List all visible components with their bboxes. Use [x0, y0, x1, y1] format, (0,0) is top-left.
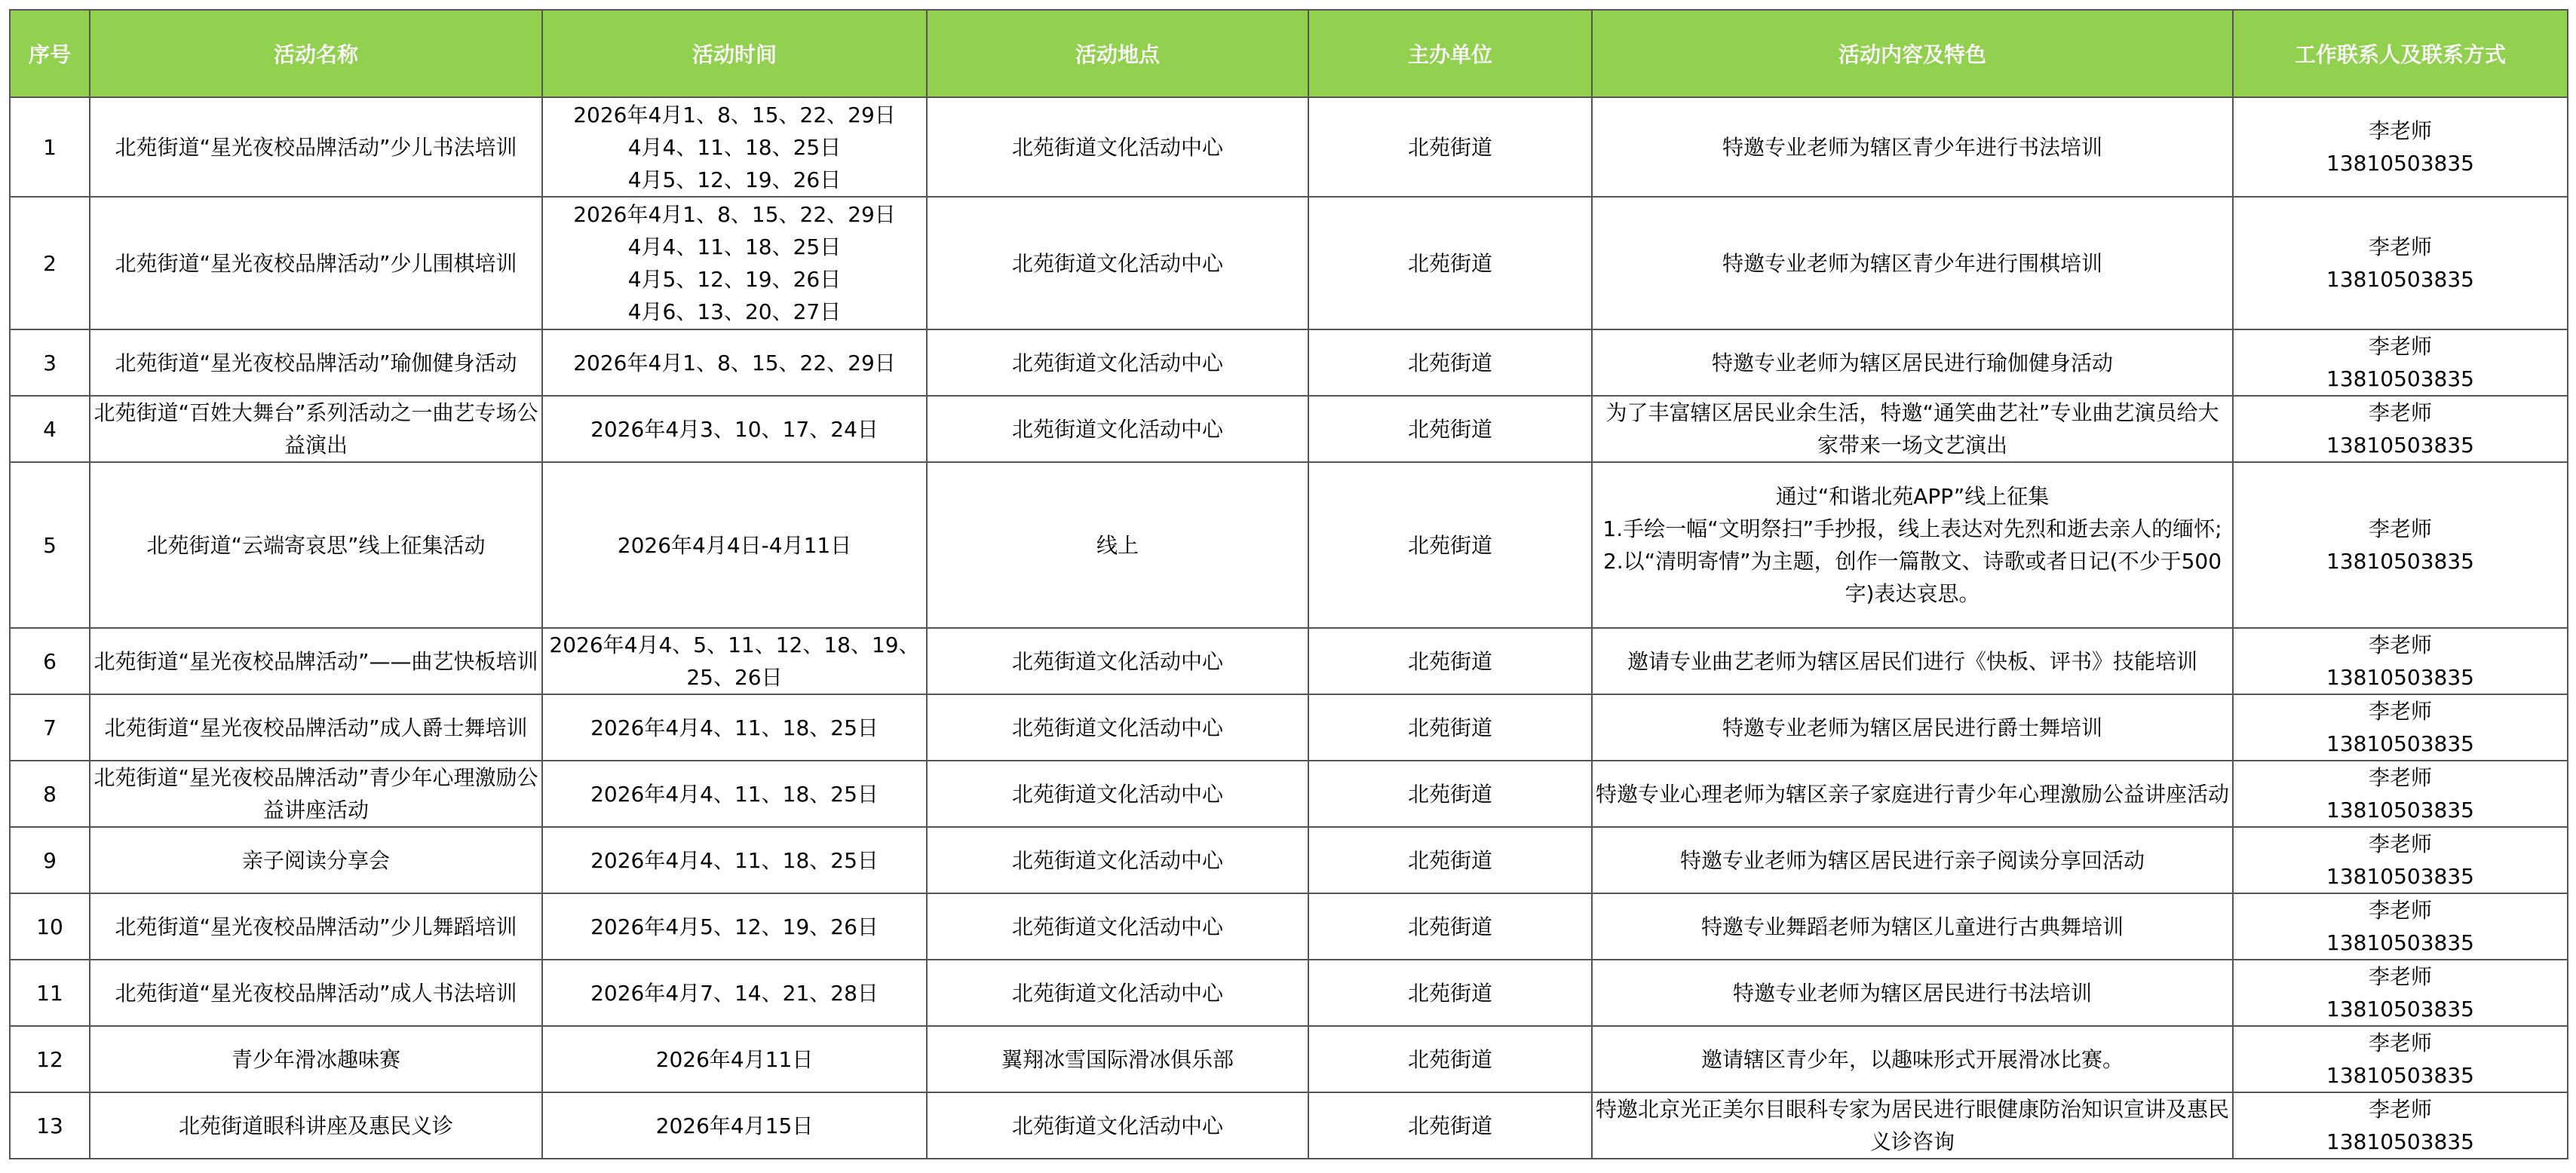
cell-time: [542, 761, 927, 827]
table-row: [10, 1092, 2568, 1159]
cell-content: [1592, 827, 2233, 893]
cell-contact-line: 李老师: [2368, 765, 2432, 790]
cell-location: 北苑街道文化活动中心: [927, 197, 1308, 329]
cell-time-line: 2026年4月1、8、15、22、29日: [573, 350, 896, 375]
cell-contact: [2233, 827, 2568, 893]
cell-content-line: 2.以“清明寄情”为主题，创作一篇散文、诗歌或者日记(不少于500字)表达哀思。: [1602, 549, 2222, 606]
cell-location: 北苑街道文化活动中心: [927, 396, 1308, 462]
cell-content-line: 邀请专业曲艺老师为辖区居民们进行《快板、评书》技能培训: [1627, 648, 2197, 674]
cell-time: [542, 827, 927, 893]
cell-time-line: 2026年4月7、14、21、28日: [590, 980, 879, 1006]
cell-contact: [2233, 197, 2568, 329]
cell-host: 北苑街道: [1308, 462, 1592, 628]
cell-name: 青少年滑冰趣味赛: [90, 1026, 542, 1092]
cell-contact-line: 13810503835: [2326, 798, 2474, 822]
cell-location: 线上: [927, 462, 1308, 628]
cell-content: [1592, 1026, 2233, 1092]
cell-name: 北苑街道“星光夜校品牌活动”瑜伽健身活动: [90, 329, 542, 396]
cell-content-line: 特邀专业老师为辖区青少年进行围棋培训: [1722, 250, 2102, 276]
cell-content-line: 特邀专业心理老师为辖区亲子家庭进行青少年心理激励公益讲座活动: [1596, 781, 2230, 807]
cell-time-line: 4月4、11、18、25日: [627, 134, 842, 160]
table-row: [10, 761, 2568, 827]
header-name: 活动名称: [90, 10, 542, 97]
cell-content-line: 特邀专业舞蹈老师为辖区儿童进行古典舞培训: [1700, 914, 2124, 939]
cell-host: 北苑街道: [1308, 329, 1592, 396]
table-row: [10, 97, 2568, 197]
header-location: 活动地点: [927, 10, 1308, 97]
cell-contact-line: 13810503835: [2326, 549, 2474, 574]
cell-time-line: 2026年4月4、11、18、25日: [590, 715, 879, 740]
cell-time-line: 2026年4月5、12、19、26日: [590, 914, 879, 939]
cell-name: 北苑街道“百姓大舞台”系列活动之一曲艺专场公益演出: [90, 396, 542, 462]
header-contact: 工作联系人及联系方式: [2233, 10, 2568, 97]
cell-time-line: 2026年4月4日-4月11日: [617, 532, 852, 558]
cell-host: 北苑街道: [1308, 197, 1592, 329]
cell-time: [542, 694, 927, 761]
cell-content-line: 特邀北京光正美尔目眼科专家为居民进行眼健康防治知识宣讲及惠民义诊咨询: [1596, 1097, 2230, 1154]
cell-content: [1592, 761, 2233, 827]
cell-no: 1: [10, 97, 90, 197]
table-row: [10, 1026, 2568, 1092]
cell-contact-line: 13810503835: [2326, 267, 2474, 292]
cell-location: 北苑街道文化活动中心: [927, 893, 1308, 960]
header-host: 主办单位: [1308, 10, 1592, 97]
cell-time-line: 4月4、11、18、25日: [627, 234, 842, 259]
cell-contact: [2233, 1092, 2568, 1159]
cell-location: 北苑街道文化活动中心: [927, 1092, 1308, 1159]
table-row: [10, 827, 2568, 893]
cell-contact-line: 李老师: [2368, 832, 2432, 856]
cell-host: 北苑街道: [1308, 628, 1592, 694]
table-row: [10, 197, 2568, 329]
cell-no: 4: [10, 396, 90, 462]
cell-time-line: 4月5、12、19、26日: [627, 267, 842, 292]
table-row: [10, 396, 2568, 462]
cell-contact-line: 13810503835: [2326, 864, 2474, 889]
cell-no: 10: [10, 893, 90, 960]
table-row: [10, 694, 2568, 761]
cell-no: 3: [10, 329, 90, 396]
cell-contact-line: 李老师: [2368, 334, 2432, 359]
cell-no: 8: [10, 761, 90, 827]
cell-no: 9: [10, 827, 90, 893]
cell-content: [1592, 329, 2233, 396]
cell-time-line: 2026年4月1、8、15、22、29日: [573, 102, 896, 127]
cell-name: 北苑街道“星光夜校品牌活动”青少年心理激励公益讲座活动: [90, 761, 542, 827]
cell-location: 北苑街道文化活动中心: [927, 694, 1308, 761]
cell-name: 北苑街道“星光夜校品牌活动”少儿围棋培训: [90, 197, 542, 329]
cell-contact-line: 李老师: [2368, 118, 2432, 143]
cell-contact-line: 13810503835: [2326, 366, 2474, 391]
cell-contact-line: 13810503835: [2326, 433, 2474, 458]
cell-location: 北苑街道文化活动中心: [927, 827, 1308, 893]
header-content: 活动内容及特色: [1592, 10, 2233, 97]
cell-content: [1592, 97, 2233, 197]
cell-contact-line: 13810503835: [2326, 997, 2474, 1021]
cell-content: [1592, 694, 2233, 761]
cell-contact-line: 13810503835: [2326, 1063, 2474, 1088]
cell-time: [542, 396, 927, 462]
cell-content-line: 特邀专业老师为辖区居民进行瑜伽健身活动: [1711, 350, 2113, 375]
cell-content: [1592, 1092, 2233, 1159]
cell-content: [1592, 396, 2233, 462]
cell-host: 北苑街道: [1308, 893, 1592, 960]
cell-contact-line: 13810503835: [2326, 151, 2474, 176]
table-row: [10, 628, 2568, 694]
header-no: 序号: [10, 10, 90, 97]
cell-no: 7: [10, 694, 90, 761]
cell-host: 北苑街道: [1308, 827, 1592, 893]
cell-time-line: 2026年4月4、11、18、25日: [590, 847, 879, 873]
cell-location: 北苑街道文化活动中心: [927, 97, 1308, 197]
cell-content: [1592, 462, 2233, 628]
cell-contact-line: 李老师: [2368, 400, 2432, 425]
cell-content-line: 1.手绘一幅“文明祭扫”手抄报，线上表达对先烈和逝去亲人的缅怀;: [1602, 516, 2222, 541]
cell-content-line: 特邀专业老师为辖区居民进行亲子阅读分享回活动: [1679, 847, 2145, 873]
cell-name: 北苑街道“星光夜校品牌活动”少儿书法培训: [90, 97, 542, 197]
cell-contact-line: 13810503835: [2326, 665, 2474, 690]
cell-contact-line: 李老师: [2368, 898, 2432, 923]
activity-table: [9, 9, 2568, 1159]
cell-content: [1592, 893, 2233, 960]
cell-time: [542, 329, 927, 396]
cell-no: 11: [10, 960, 90, 1026]
cell-contact-line: 13810503835: [2326, 1129, 2474, 1154]
cell-time-line: 4月6、13、20、27日: [627, 299, 842, 324]
cell-content: [1592, 628, 2233, 694]
table-row: [10, 462, 2568, 628]
cell-contact-line: 李老师: [2368, 1031, 2432, 1055]
cell-location: 北苑街道文化活动中心: [927, 628, 1308, 694]
cell-name: 北苑街道眼科讲座及惠民义诊: [90, 1092, 542, 1159]
cell-time: [542, 462, 927, 628]
cell-no: 13: [10, 1092, 90, 1159]
cell-contact-line: 李老师: [2368, 964, 2432, 989]
cell-time-line: 4月5、12、19、26日: [627, 167, 842, 192]
cell-location: 翼翔冰雪国际滑冰俱乐部: [927, 1026, 1308, 1092]
cell-contact: [2233, 1026, 2568, 1092]
cell-contact-line: 李老师: [2368, 516, 2432, 541]
cell-no: 6: [10, 628, 90, 694]
cell-time: [542, 97, 927, 197]
cell-content-line: 特邀专业老师为辖区居民进行爵士舞培训: [1722, 715, 2102, 740]
cell-no: 5: [10, 462, 90, 628]
cell-contact: [2233, 396, 2568, 462]
cell-contact: [2233, 960, 2568, 1026]
cell-location: 北苑街道文化活动中心: [927, 960, 1308, 1026]
header-time: 活动时间: [542, 10, 927, 97]
cell-time: [542, 1026, 927, 1092]
cell-host: 北苑街道: [1308, 1026, 1592, 1092]
cell-content-line: 邀请辖区青少年，以趣味形式开展滑冰比赛。: [1700, 1046, 2124, 1072]
cell-content-line: 为了丰富辖区居民业余生活，特邀“通笑曲艺社”专业曲艺演员给大家带来一场文艺演出: [1605, 400, 2219, 458]
cell-time-line: 2026年4月3、10、17、24日: [590, 416, 879, 442]
cell-no: 2: [10, 197, 90, 329]
cell-contact: [2233, 329, 2568, 396]
table-row: [10, 960, 2568, 1026]
cell-name: 北苑街道“云端寄哀思”线上征集活动: [90, 462, 542, 628]
cell-name: 北苑街道“星光夜校品牌活动”少儿舞蹈培训: [90, 893, 542, 960]
cell-contact-line: 李老师: [2368, 234, 2432, 259]
cell-host: 北苑街道: [1308, 97, 1592, 197]
cell-content-line: 通过“和谐北苑APP”线上征集: [1775, 484, 2050, 509]
cell-contact-line: 李老师: [2368, 699, 2432, 724]
cell-contact-line: 13810503835: [2326, 930, 2474, 955]
cell-time: [542, 197, 927, 329]
cell-contact: [2233, 761, 2568, 827]
cell-contact: [2233, 694, 2568, 761]
cell-contact-line: 13810503835: [2326, 731, 2474, 756]
cell-contact: [2233, 628, 2568, 694]
cell-name: 亲子阅读分享会: [90, 827, 542, 893]
cell-name: 北苑街道“星光夜校品牌活动”成人书法培训: [90, 960, 542, 1026]
cell-content-line: 特邀专业老师为辖区青少年进行书法培训: [1722, 134, 2102, 160]
cell-contact-line: 李老师: [2368, 1097, 2432, 1122]
cell-contact: [2233, 462, 2568, 628]
cell-time-line: 2026年4月15日: [655, 1113, 814, 1138]
cell-time: [542, 960, 927, 1026]
cell-host: 北苑街道: [1308, 396, 1592, 462]
cell-content: [1592, 960, 2233, 1026]
activity-sheet: [9, 9, 2567, 1159]
table-row: [10, 893, 2568, 960]
cell-location: 北苑街道文化活动中心: [927, 329, 1308, 396]
cell-location: 北苑街道文化活动中心: [927, 761, 1308, 827]
cell-content-line: 特邀专业老师为辖区居民进行书法培训: [1732, 980, 2092, 1006]
cell-host: 北苑街道: [1308, 1092, 1592, 1159]
cell-time-line: 2026年4月4、11、18、25日: [590, 781, 879, 807]
cell-content: [1592, 197, 2233, 329]
header-row: [10, 10, 2568, 97]
table-body: [10, 97, 2568, 1159]
cell-contact-line: 李老师: [2368, 632, 2432, 657]
cell-time: [542, 628, 927, 694]
cell-time: [542, 893, 927, 960]
cell-contact: [2233, 893, 2568, 960]
cell-host: 北苑街道: [1308, 694, 1592, 761]
table-row: [10, 329, 2568, 396]
cell-name: 北苑街道“星光夜校品牌活动”——曲艺快板培训: [90, 628, 542, 694]
cell-time-line: 2026年4月1、8、15、22、29日: [573, 202, 896, 227]
cell-host: 北苑街道: [1308, 960, 1592, 1026]
cell-name: 北苑街道“星光夜校品牌活动”成人爵士舞培训: [90, 694, 542, 761]
cell-time: [542, 1092, 927, 1159]
cell-time-line: 2026年4月11日: [655, 1046, 814, 1072]
cell-host: 北苑街道: [1308, 761, 1592, 827]
cell-time-line: 2026年4月4、5、11、12、18、19、25、26日: [549, 632, 920, 690]
cell-contact: [2233, 97, 2568, 197]
cell-no: 12: [10, 1026, 90, 1092]
